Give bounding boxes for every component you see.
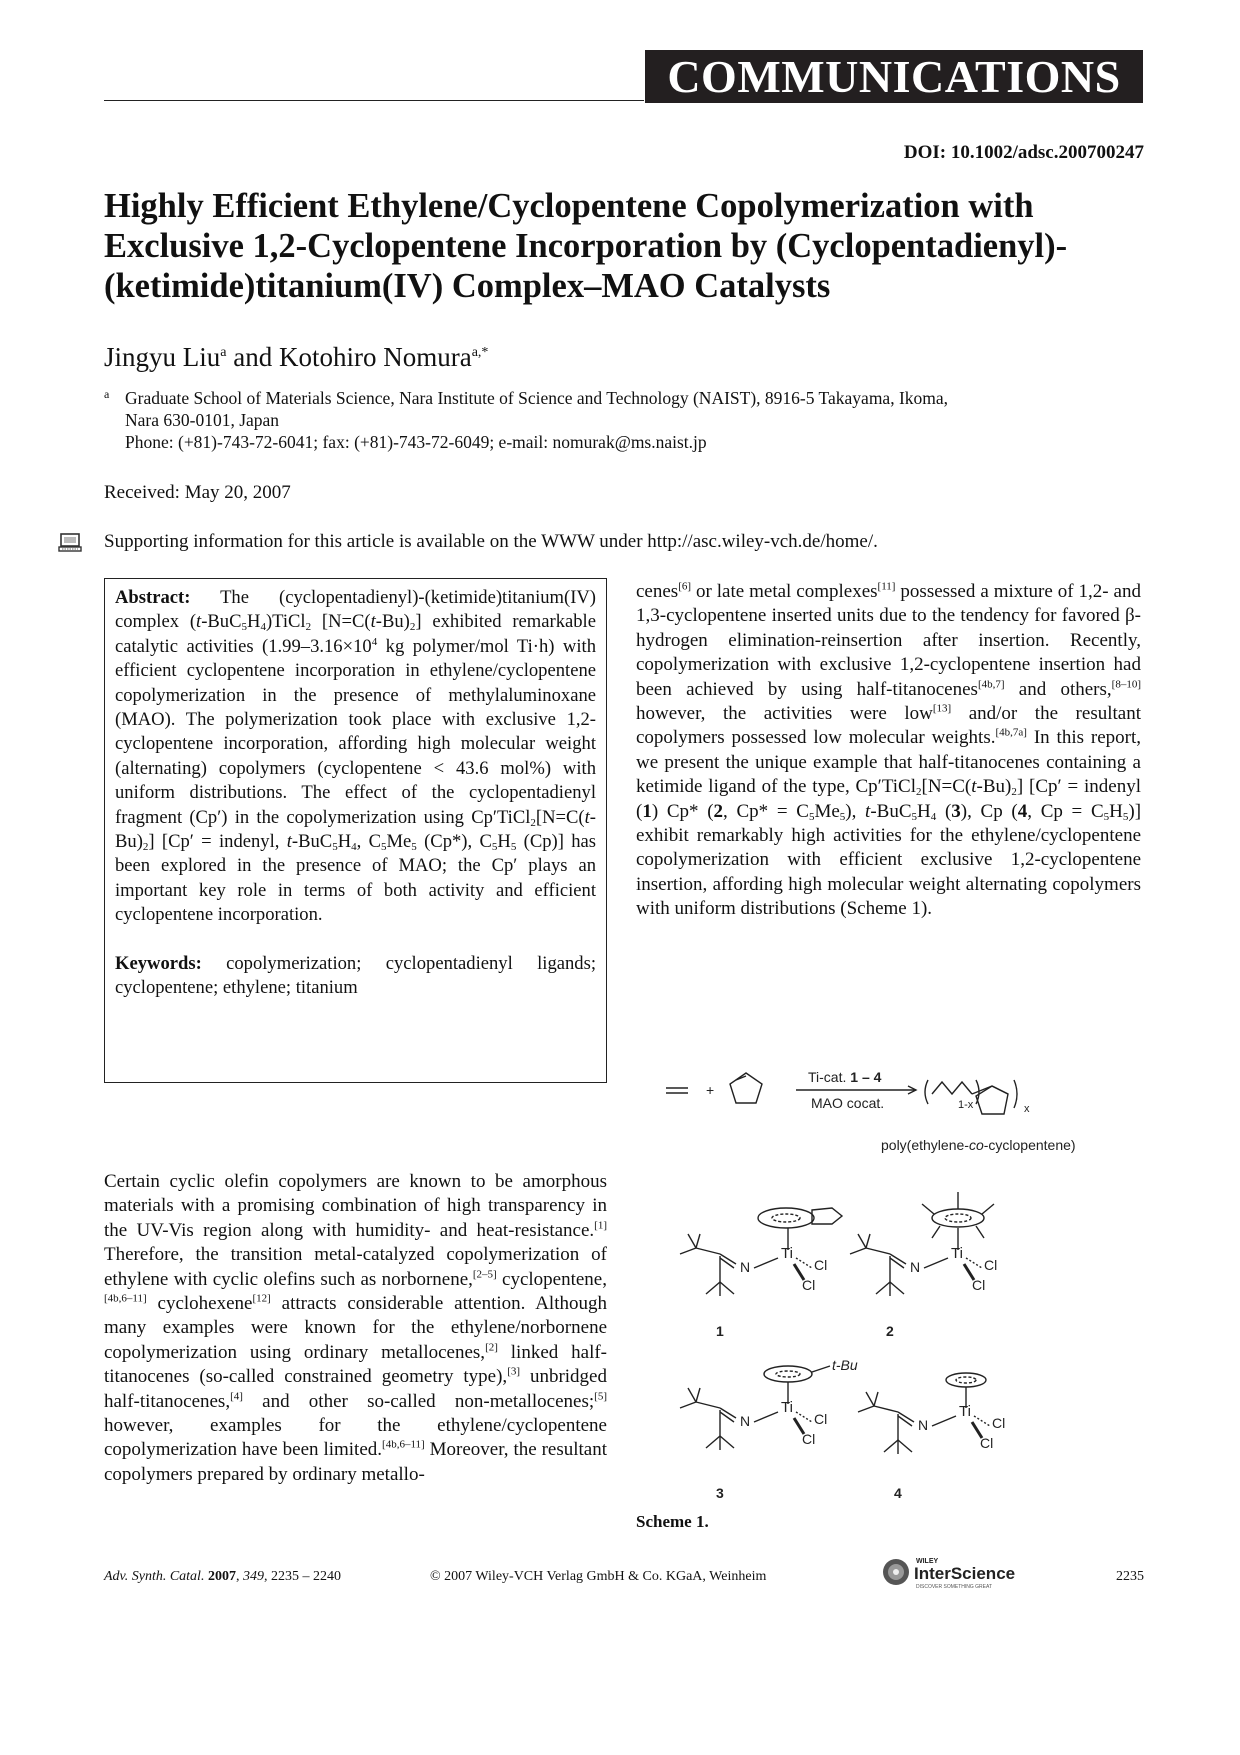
text-fragment: , Cp = C (1027, 800, 1104, 822)
chlorine-label: Cl (980, 1435, 994, 1451)
repeat-subscript: x (1024, 1103, 1030, 1115)
repeat-subscript: 1-x (958, 1099, 974, 1111)
chlorine-label: Cl (814, 1411, 828, 1427)
abstract-fragment: The (cyclopentadienyl)-(ketimide)titanium(IV) complex ( (115, 587, 597, 633)
subscript: 5 (241, 621, 247, 634)
abstract-fragment: t (584, 806, 590, 828)
abstract-label: Abstract: (115, 587, 191, 608)
compound-number: 1 (642, 800, 652, 822)
tbu-label: t-Bu (832, 1357, 858, 1373)
nitrogen-label: N (918, 1417, 929, 1433)
author-connector: and (226, 342, 279, 372)
abstract-fragment: H (247, 611, 261, 633)
citation[interactable]: [2–5] (472, 1268, 497, 1281)
compound-number: 4 (1017, 800, 1028, 822)
subscript: 5 (808, 810, 815, 823)
text-fragment: [N=C( (921, 776, 972, 798)
abstract-fragment: (Cp)] has been explored in the presence of MAO; the Cp′ plays an important key role in terms of both activity and efficient cyclopentene incorporation. (115, 831, 597, 926)
citation[interactable]: [13] (932, 702, 952, 715)
text-fragment: however, the activities were low (636, 703, 933, 725)
abstract-fragment: kg polymer/mol Ti·h) with efficient cyclopentene incorporation in ethylene/cyclopentene copolymerization in the presence of methylaluminoxane (MAO). The polymerization took place with exclusive 1,2-cyclopentene incorporation, affording high molecular weight (alternating) copolymers (cyclopentene < 43.6 mol%) with uniform distributions. The effect of the cyclopentadienyl fragment (Cp′) in the copolymerization using Cp′TiCl (115, 635, 596, 828)
text-fragment: ( (936, 800, 952, 822)
text-fragment: ) Cp* ( (651, 800, 714, 822)
text-fragment: cyclohexene (146, 1293, 253, 1315)
catalyst-numbers: 1 – 4 (850, 1069, 882, 1085)
subscript: 5 (839, 810, 846, 823)
abstract-fragment: Me (386, 831, 412, 853)
author-name: Jingyu Liu (104, 342, 221, 372)
text-fragment: linked half-titanocenes (so-called constrained geometry type), (104, 1341, 608, 1388)
abstract-fragment: [N=C( (535, 806, 585, 828)
citation[interactable]: [3] (507, 1365, 521, 1378)
body-text-right (636, 580, 1141, 922)
polymer-name-part: -cyclopentene) (983, 1137, 1076, 1153)
polymer-name-part: co (968, 1137, 984, 1153)
abstract-text (115, 586, 596, 928)
titanium-label: Ti (781, 1245, 793, 1262)
logo-tagline: DISCOVER SOMETHING GREAT (916, 1584, 993, 1590)
keywords (115, 952, 596, 1001)
catalyst-label (808, 1069, 882, 1085)
subscript: 5 (1103, 810, 1110, 823)
received-date: Received: May 20, 2007 (104, 482, 291, 503)
subscript: 5 (1122, 810, 1129, 823)
author-name: Kotohiro Nomura (278, 342, 472, 372)
text-fragment: H (1109, 800, 1123, 822)
journal-year: 2007 (207, 1569, 236, 1584)
affiliation-mark: a (104, 387, 110, 401)
subscript: 2 (142, 841, 149, 854)
subscript: 4 (351, 841, 357, 854)
computer-icon (58, 533, 82, 553)
abstract-fragment: -Bu) (115, 806, 596, 853)
text-fragment: )] exhibit remarkably high activities for the ethylene/cyclopentene copolymerization with efficient exclusive 1,2-cyclopentene insertion, affording high molecular weight alternating copolymers with uniform distributions (Scheme 1). (636, 800, 1142, 920)
catalyst-text: Ti-cat. (808, 1069, 851, 1085)
titanium-label: Ti (951, 1245, 963, 1262)
cocatalyst-label: MAO cocat. (811, 1095, 885, 1111)
citation[interactable]: [1] (594, 1219, 607, 1232)
polymer-name-part: poly(ethylene- (881, 1137, 969, 1153)
journal-citation: Adv. Synth. Catal. 2007, 349, 2235 – 2240 (104, 1569, 341, 1584)
article-title: Highly Efficient Ethylene/Cyclopentene Copolymerization with Exclusive 1,2-Cyclopentene Incorporation by (Cyclopentadienyl)-(ketimide)titanium(IV) Complex–MAO Catalysts (104, 187, 1068, 305)
chlorine-label: Cl (802, 1431, 816, 1447)
subscript: 2 (916, 786, 922, 799)
author-mark: a (220, 345, 227, 360)
chlorine-label: Cl (992, 1415, 1006, 1431)
abstract-box (104, 578, 607, 1083)
text-fragment: -BuC (870, 800, 912, 822)
text-fragment: ), (845, 800, 866, 822)
abstract-fragment: ] exhibited remarkable catalytic activities (1.99–3.16×10 (115, 611, 596, 657)
citation[interactable]: [4b,6–11] (382, 1439, 425, 1452)
text-fragment: or late metal complexes (691, 581, 878, 602)
text-fragment: possessed a mixture of 1,2- and 1,3-cyclopentene inserted units due to the tendency for favored β-hydrogen elimination-reinsertion after insertion. Recently, copolymerization with exclusive 1,2-cyclopentene insertion had been achieved by using half-titanocenes (636, 581, 1141, 700)
abstract-fragment: -BuC (201, 611, 242, 633)
subscript: 2 (530, 816, 536, 829)
citation[interactable]: [8–10] (1111, 678, 1141, 691)
text-fragment: cenes (636, 581, 679, 602)
text-fragment: and other so-called non-metallocenes; (242, 1390, 595, 1412)
header-rule (104, 100, 644, 101)
doi: DOI: 10.1002/adsc.200700247 (903, 142, 1144, 163)
subscript: 5 (911, 810, 918, 823)
page-number: 2235 (1116, 1569, 1144, 1584)
subscript: 5 (411, 841, 417, 854)
affiliation-line: Graduate School of Materials Science, Nara Institute of Science and Technology (NAIST), 8916-5 Takayama, Ikoma, (125, 388, 949, 408)
cyclopentene-structure (730, 1073, 762, 1103)
text-fragment: ] [Cp′ = indenyl ( (636, 776, 1141, 822)
text-fragment: t (971, 776, 977, 798)
authors (104, 342, 488, 373)
abstract-fragment: t (196, 611, 202, 633)
subscript: 4 (260, 621, 266, 634)
citation[interactable]: [4b,7] (977, 678, 1005, 691)
compound-label: 4 (894, 1485, 902, 1501)
titanium-label: Ti (959, 1403, 971, 1420)
text-fragment: unbridged half-titanocenes, (104, 1366, 607, 1412)
scheme-1-figure (636, 1058, 1141, 1510)
chlorine-label: Cl (814, 1257, 828, 1273)
citation[interactable]: [5] (594, 1390, 607, 1403)
text-fragment: , Cp* = C (723, 800, 809, 822)
subscript: 2 (409, 621, 416, 634)
compound-label: 2 (886, 1323, 894, 1339)
journal-name: Adv. Synth. Catal. (104, 1569, 208, 1584)
subscript: 5 (510, 841, 517, 854)
text-fragment: cyclopentene, (496, 1268, 607, 1290)
keywords-text: copolymerization; cyclopentadienyl ligands; cyclopentene; ethylene; titanium (115, 952, 596, 999)
supporting-info-link[interactable]: Supporting information for this article is available on the WWW under http://asc.wiley-vch.de/home/. (104, 531, 878, 552)
compound-number: 2 (713, 800, 724, 822)
plus-sign: + (706, 1082, 715, 1098)
text-fragment: and/or the resultant copolymers possessed low molecular weights. (636, 703, 1141, 749)
nitrogen-label: N (740, 1259, 751, 1275)
body-text-left (104, 1170, 607, 1487)
text-fragment: attracts considerable attention. Although many examples were known for the ethylene/norbornene copolymerization using ordinary metallocenes, (104, 1293, 607, 1363)
subscript: 5 (332, 841, 338, 854)
citation[interactable]: [6] (678, 580, 692, 593)
abstract-fragment: -Bu) (375, 611, 410, 633)
compound-label: 3 (716, 1485, 724, 1501)
chlorine-label: Cl (802, 1277, 816, 1293)
text-fragment: In this report, we present the unique example that half-titanocenes containing a ketimide ligand of the type, Cp′TiCl (636, 727, 1141, 798)
logo-main-text: InterScience (914, 1564, 1016, 1583)
citation[interactable]: [4b,7a] (995, 727, 1027, 740)
keywords-label: Keywords: (115, 952, 202, 974)
nitrogen-label: N (910, 1259, 921, 1275)
superscript: 4 (371, 635, 378, 648)
polymer-name (881, 1137, 1076, 1153)
affiliation-line: Nara 630-0101, Japan (125, 410, 280, 430)
subscript: 2 (1011, 786, 1017, 799)
journal-volume: 349 (242, 1569, 264, 1584)
compound-label: 1 (716, 1323, 724, 1339)
nitrogen-label: N (740, 1413, 751, 1429)
text-fragment: however, examples for the ethylene/cyclopentene copolymerization have been limited. (104, 1415, 607, 1461)
ethylene-structure (666, 1088, 688, 1093)
citation[interactable]: [4b,6–11] (104, 1292, 147, 1305)
wiley-interscience-logo (880, 1552, 1050, 1592)
logo-small-text: WILEY (916, 1558, 939, 1565)
chlorine-label: Cl (972, 1277, 986, 1293)
abstract-fragment: ] [Cp′ = indenyl, (148, 831, 287, 853)
abstract-fragment: , C (356, 831, 381, 853)
journal-pages: , 2235 – 2240 (263, 1569, 341, 1584)
text-fragment: and others, (1004, 678, 1112, 700)
abstract-fragment: t (286, 831, 292, 853)
subscript: 5 (491, 841, 498, 854)
compound-number: 3 (951, 800, 961, 822)
text-fragment: t (865, 800, 871, 822)
citation[interactable]: [11] (877, 580, 896, 593)
abstract-fragment: [N=C( (311, 611, 371, 633)
text-fragment: ), Cp ( (960, 800, 1018, 822)
abstract-fragment: (Cp*), C (416, 831, 492, 853)
abstract-fragment: H (497, 831, 511, 853)
abstract-fragment: -BuC (291, 831, 333, 853)
abstract-fragment: )TiCl (265, 611, 306, 633)
contact-line: Phone: (+81)-743-72-6041; fax: (+81)-743-72-6049; e-mail: nomurak@ms.naist.jp (125, 432, 707, 452)
citation[interactable]: [2] (485, 1341, 498, 1354)
complex-1-structure (680, 1208, 842, 1296)
abstract-fragment: H (337, 831, 352, 853)
chlorine-label: Cl (984, 1257, 998, 1273)
section-banner: COMMUNICATIONS (645, 50, 1143, 103)
citation[interactable]: [12] (252, 1292, 271, 1305)
text-fragment: Therefore, the transition metal-catalyzed copolymerization of ethylene with cyclic olefins such as norbornene, (104, 1244, 607, 1290)
citation[interactable]: [4] (230, 1390, 243, 1403)
text-fragment: Me (814, 800, 840, 822)
copyright: © 2007 Wiley-VCH Verlag GmbH & Co. KGaA, Weinheim (430, 1569, 767, 1584)
text-fragment: H (917, 800, 931, 822)
abstract-fragment: t (370, 611, 376, 633)
scheme-caption: Scheme 1. (636, 1512, 709, 1531)
subscript: 4 (930, 810, 937, 823)
titanium-label: Ti (781, 1399, 793, 1416)
subscript: 5 (381, 841, 387, 854)
author-mark: a,* (471, 345, 489, 360)
reaction-arrow (796, 1086, 916, 1094)
text-fragment: -Bu) (976, 776, 1012, 798)
text-fragment: Moreover, the resultant copolymers prepared by ordinary metallo- (104, 1439, 608, 1485)
text-fragment: Certain cyclic olefin copolymers are known to be amorphous materials with a promising combination of high transparency in the UV-Vis region along with humidity- and heat-resistance. (104, 1171, 607, 1241)
affiliation (104, 387, 1144, 453)
subscript: 2 (305, 621, 312, 634)
